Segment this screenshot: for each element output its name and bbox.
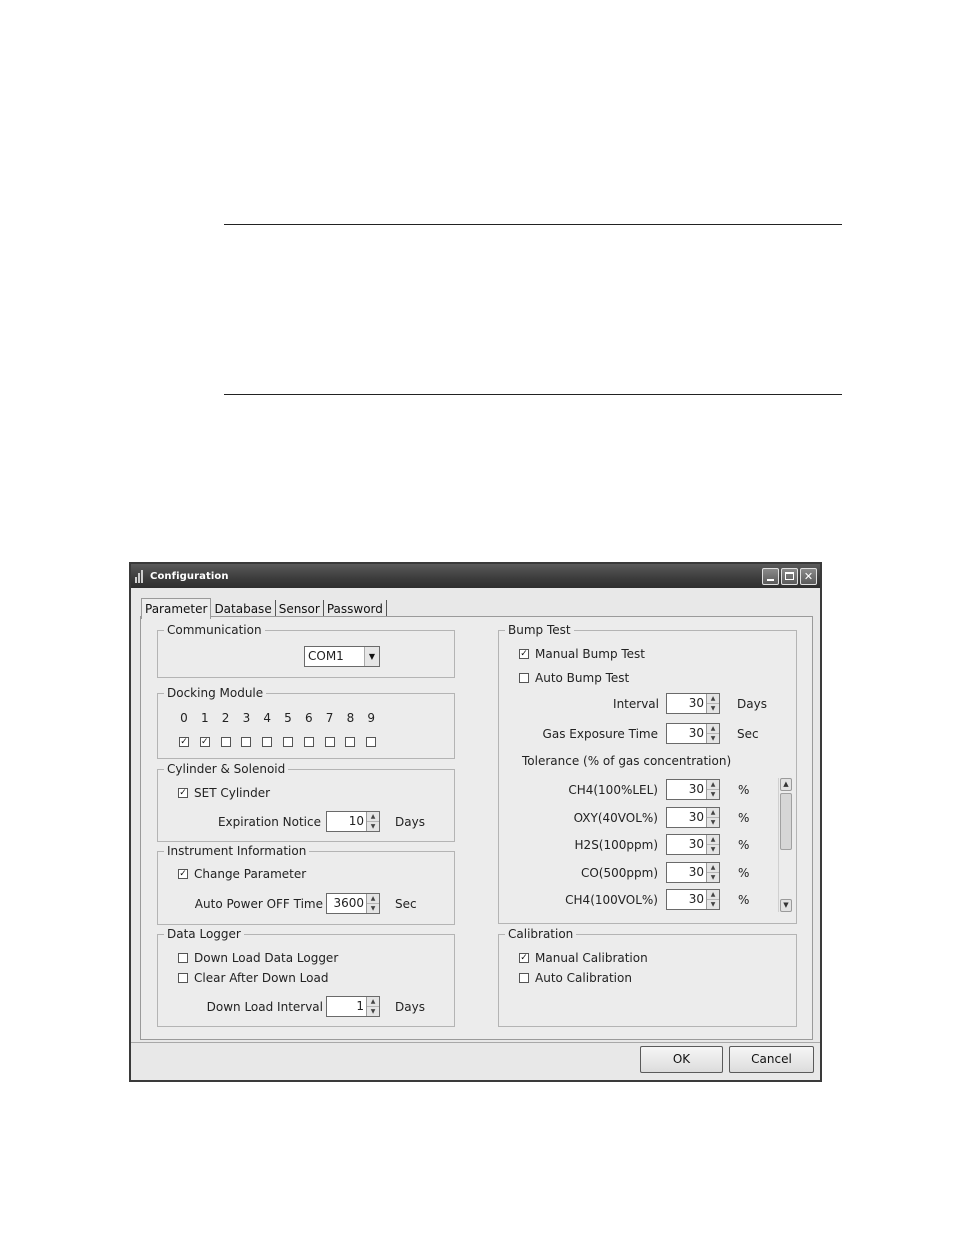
spin-down-icon[interactable]: ▼ <box>707 733 719 743</box>
manual-calibration-label: Manual Calibration <box>535 951 648 965</box>
gas-tolerance-stepper[interactable] <box>666 807 720 828</box>
clear-after-download-label: Clear After Down Load <box>194 971 329 985</box>
clear-after-download-checkbox[interactable] <box>178 970 328 986</box>
auto-calibration-label: Auto Calibration <box>535 971 632 985</box>
gas-unit: % <box>738 783 750 797</box>
gas-tolerance-stepper[interactable] <box>666 862 720 883</box>
spin-arrows[interactable] <box>706 724 719 743</box>
spin-down-icon[interactable]: ▼ <box>367 821 379 831</box>
download-interval-stepper[interactable] <box>326 996 380 1017</box>
gas-exposure-stepper[interactable] <box>666 723 720 744</box>
download-interval-value: 1 <box>356 999 364 1013</box>
manual-bump-test-label: Manual Bump Test <box>535 647 646 661</box>
spin-down-icon[interactable]: ▼ <box>367 903 379 913</box>
configuration-window <box>129 562 822 1082</box>
document-rule-bottom <box>224 394 842 395</box>
change-parameter-label: Change Parameter <box>194 867 307 881</box>
download-data-logger-label: Down Load Data Logger <box>194 951 339 965</box>
spin-up-icon[interactable]: ▲ <box>710 891 716 898</box>
dock-number-6: 6 <box>304 711 313 725</box>
spin-arrows[interactable] <box>706 694 719 713</box>
change-parameter-checkbox[interactable] <box>178 866 306 882</box>
auto-power-off-stepper[interactable] <box>326 893 380 914</box>
dock-checkbox-0[interactable]: ✓ <box>180 737 188 747</box>
gas-name: CH4(100%LEL) <box>568 783 658 797</box>
app-icon <box>135 570 146 583</box>
check-icon <box>519 973 529 983</box>
expiration-notice-unit: Days <box>395 815 425 829</box>
spin-arrows[interactable] <box>366 997 379 1016</box>
gas-tolerance-stepper[interactable] <box>666 834 720 855</box>
footer-divider <box>131 1042 820 1043</box>
dock-number-9: 9 <box>367 711 375 725</box>
auto-power-off-unit: Sec <box>395 897 417 911</box>
minimize-button[interactable] <box>762 568 779 585</box>
bump-test-legend: Bump Test <box>505 622 574 638</box>
auto-power-off-value: 3600 <box>333 896 364 910</box>
spin-arrows[interactable] <box>366 894 379 913</box>
check-icon <box>178 973 188 983</box>
gas-name: OXY(40VOL%) <box>573 810 658 825</box>
download-interval-label: Down Load Interval <box>206 1000 323 1014</box>
download-data-logger-checkbox[interactable] <box>178 950 338 966</box>
spin-up-icon[interactable]: ▲ <box>370 998 376 1005</box>
maximize-button[interactable] <box>781 568 798 585</box>
dock-number-8: 8 <box>346 711 355 725</box>
dock-number-5: 5 <box>284 711 292 725</box>
manual-bump-test-checkbox[interactable] <box>519 646 645 662</box>
chevron-down-icon[interactable]: ▼ <box>364 647 379 666</box>
gas-tolerance-value: 30 <box>688 809 704 824</box>
cylinder-solenoid-legend: Cylinder & Solenoid <box>164 761 288 777</box>
communication-group <box>157 623 455 678</box>
instrument-information-legend: Instrument Information <box>164 843 309 859</box>
spin-down-icon[interactable]: ▼ <box>707 899 719 909</box>
dock-checkbox-6[interactable] <box>304 737 314 747</box>
manual-calibration-checkbox[interactable] <box>519 950 648 966</box>
spin-down-icon[interactable]: ▼ <box>367 1006 379 1016</box>
spin-up-icon[interactable]: ▲ <box>710 863 716 871</box>
scroll-up-icon[interactable]: ▲ <box>780 778 792 791</box>
dock-number-3: 3 <box>242 711 251 725</box>
close-button[interactable] <box>800 568 817 585</box>
gas-tolerance-stepper[interactable] <box>666 889 720 910</box>
calibration-group <box>498 927 797 1027</box>
docking-module-legend: Docking Module <box>164 685 266 701</box>
spin-up-icon[interactable]: ▲ <box>710 808 716 816</box>
spin-up-icon[interactable]: ▲ <box>370 813 376 820</box>
gas-name: CH4(100VOL%) <box>565 893 658 907</box>
title-bar[interactable] <box>131 564 820 588</box>
dock-checkbox-4[interactable] <box>262 737 272 747</box>
spin-arrows[interactable] <box>706 808 719 827</box>
gas-unit: % <box>738 810 750 825</box>
gas-exposure-unit: Sec <box>737 727 759 741</box>
dock-checkbox-5[interactable] <box>283 737 293 747</box>
ok-button[interactable]: OK <box>640 1046 723 1073</box>
tab-parameter[interactable]: Parameter <box>141 598 211 619</box>
data-logger-group <box>157 927 455 1027</box>
document-rule-top <box>224 224 842 225</box>
spin-down-icon[interactable]: ▼ <box>707 703 719 713</box>
spin-down-icon[interactable]: ▼ <box>707 789 719 799</box>
docking-module-group <box>157 686 455 759</box>
dock-checkbox-7[interactable] <box>325 737 335 747</box>
spin-up-icon[interactable]: ▲ <box>710 725 716 732</box>
close-icon: ✕ <box>803 569 814 583</box>
gas-name: CO(500ppm) <box>580 865 658 880</box>
spin-up-icon[interactable]: ▲ <box>710 781 716 788</box>
check-icon <box>178 953 188 963</box>
gas-exposure-value: 30 <box>688 726 704 740</box>
expiration-notice-value: 10 <box>348 814 364 828</box>
spin-arrows[interactable] <box>706 780 719 799</box>
dock-number-2: 2 <box>221 711 230 725</box>
scrollbar-thumb[interactable] <box>780 793 792 850</box>
minimize-icon <box>767 579 774 581</box>
com-port-value: COM1 <box>308 649 344 663</box>
set-cylinder-label: SET Cylinder <box>194 786 271 800</box>
spin-arrows[interactable] <box>366 812 379 831</box>
spin-down-icon[interactable]: ▼ <box>707 817 719 827</box>
expiration-notice-label: Expiration Notice <box>217 815 321 829</box>
dock-number-1: 1 <box>200 711 209 725</box>
dock-number-0: 0 <box>180 711 188 725</box>
gas-tolerance-value: 30 <box>688 782 704 796</box>
gas-name: H2S(100ppm) <box>574 838 658 852</box>
dock-checkbox-3[interactable] <box>241 737 251 747</box>
auto-bump-test-checkbox[interactable] <box>519 670 629 686</box>
window-title: Configuration <box>150 570 229 582</box>
spin-arrows[interactable] <box>706 890 719 909</box>
download-interval-unit: Days <box>395 1000 425 1014</box>
check-icon <box>519 673 529 683</box>
cylinder-solenoid-group <box>157 762 455 842</box>
gas-tolerance-value: 30 <box>688 864 704 879</box>
data-logger-legend: Data Logger <box>164 926 244 942</box>
tolerance-label: Tolerance (% of gas concentration) <box>522 754 732 768</box>
gas-tolerance-value: 30 <box>688 837 704 851</box>
spin-up-icon[interactable]: ▲ <box>370 895 376 902</box>
dock-checkbox-1[interactable]: ✓ <box>201 737 209 747</box>
bump-interval-value: 30 <box>688 696 704 710</box>
spin-up-icon[interactable]: ▲ <box>710 695 716 702</box>
set-cylinder-checkbox[interactable] <box>178 785 270 801</box>
gas-unit: % <box>738 865 750 880</box>
spin-up-icon[interactable]: ▲ <box>710 836 716 843</box>
spin-arrows[interactable] <box>706 835 719 854</box>
gas-tolerance-value: 30 <box>688 892 704 906</box>
check-icon: ✓ <box>179 869 187 879</box>
bump-test-group <box>498 623 797 924</box>
check-icon: ✓ <box>520 953 528 963</box>
dock-checkbox-8[interactable] <box>345 737 355 747</box>
check-icon: ✓ <box>520 649 528 659</box>
expiration-notice-stepper[interactable] <box>326 811 380 832</box>
auto-calibration-checkbox[interactable] <box>519 970 632 986</box>
tolerance-scrollbar[interactable] <box>778 778 792 912</box>
check-icon: ✓ <box>179 788 187 798</box>
tab-password[interactable]: Password <box>324 600 387 618</box>
auto-power-off-label: Auto Power OFF Time <box>194 897 323 911</box>
cancel-button[interactable]: Cancel <box>729 1046 814 1073</box>
com-port-select[interactable] <box>304 646 380 667</box>
dock-checkbox-2[interactable] <box>221 737 231 747</box>
tab-bar <box>141 596 387 618</box>
parameter-panel <box>140 616 813 1040</box>
bump-interval-unit: Days <box>737 697 767 711</box>
auto-bump-test-label: Auto Bump Test <box>535 671 630 685</box>
spin-down-icon[interactable]: ▼ <box>707 844 719 854</box>
gas-unit: % <box>738 838 750 852</box>
tab-sensor[interactable]: Sensor <box>276 600 324 618</box>
maximize-icon <box>785 572 794 580</box>
calibration-legend: Calibration <box>505 926 576 942</box>
bump-interval-stepper[interactable] <box>666 693 720 714</box>
dock-number-7: 7 <box>325 711 334 725</box>
dock-checkbox-9[interactable] <box>366 737 376 747</box>
communication-legend: Communication <box>164 622 265 638</box>
gas-exposure-label: Gas Exposure Time <box>542 727 658 741</box>
gas-unit: % <box>738 893 750 907</box>
spin-down-icon[interactable]: ▼ <box>707 872 719 882</box>
bump-interval-label: Interval <box>613 697 659 711</box>
dock-number-4: 4 <box>263 711 271 725</box>
scroll-down-icon[interactable]: ▼ <box>780 899 792 912</box>
spin-arrows[interactable] <box>706 863 719 882</box>
gas-tolerance-stepper[interactable] <box>666 779 720 800</box>
tab-database[interactable]: Database <box>211 600 275 618</box>
instrument-information-group <box>157 844 455 925</box>
